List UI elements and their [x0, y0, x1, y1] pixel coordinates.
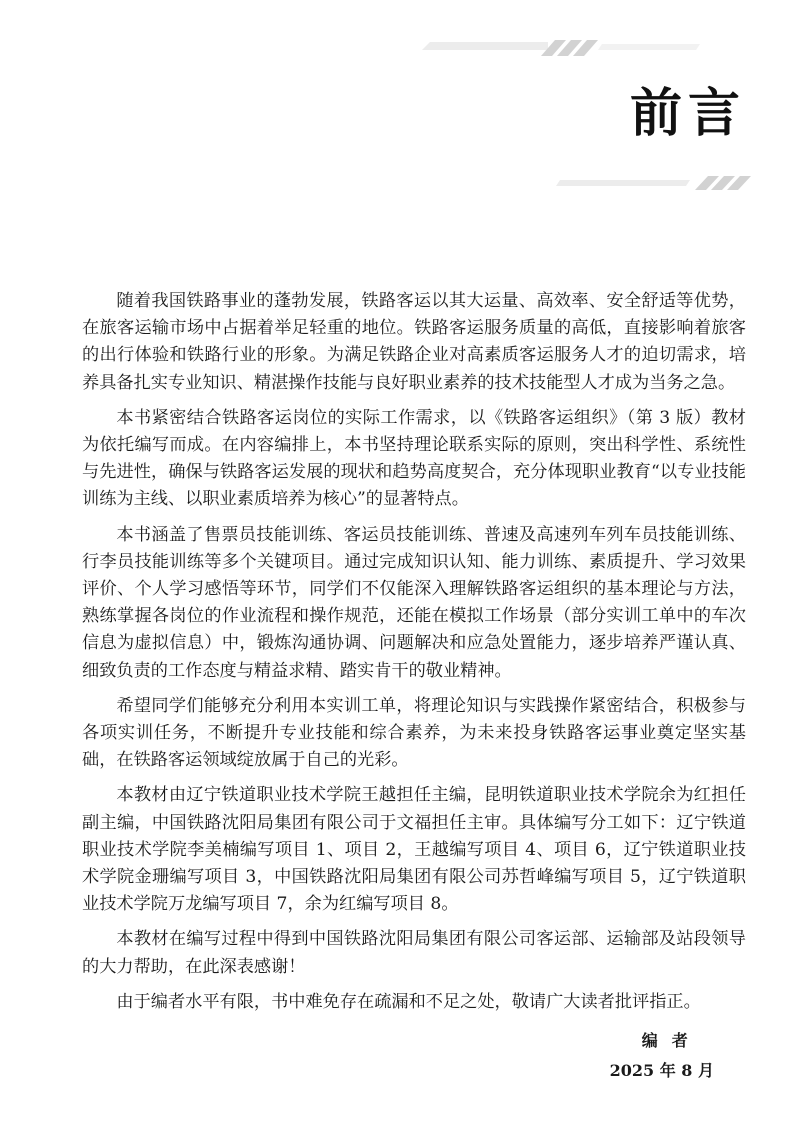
decor-stripe-top-tail: [598, 44, 700, 50]
decor-stripe-top-band: [422, 42, 548, 50]
paragraph: 本教材由辽宁铁道职业技术学院王越担任主编，昆明铁道职业技术学院余为红担任副主编，中国铁路沈阳局集团有限公司于文福担任主审。具体编写分工如下：辽宁铁道职业技术学院李美楠编写项目 1、项目 2，王越编写项目 4、项目 6，辽宁铁道职业技术学院金珊编写项目 3，中国铁路沈阳局集团有限公司苏哲峰编写项目 5，辽宁铁道职业技术学院万龙编写项目 7，余为红编写项目 8。: [82, 785, 746, 915]
signature-block: [610, 1026, 714, 1086]
decor-stripe-bottom-band: [556, 180, 690, 186]
paragraph: 由于编者水平有限，书中难免存在疏漏和不足之处，敬请广大读者批评指正。: [116, 991, 701, 1012]
signature-date: 2025 年 8 月: [609, 1061, 714, 1080]
paragraph: 本书涵盖了售票员技能训练、客运员技能训练、普速及高速列车列车员技能训练、行李员技能训练等多个关键项目。通过完成知识认知、能力训练、素质提升、学习效果评价、个人学习感悟等环节，同学们不仅能深入理解铁路客运组织的基本理论与方法，熟练掌握各岗位的作业流程和操作规范，还能在模拟工作场景（部分实训工单中的车次信息为虚拟信息）中，锻炼沟通协调、问题解决和应急处置能力，逐步培养严谨认真、细致负责的工作态度与精益求精、踏实肯干的敬业精神。: [82, 524, 746, 681]
paragraph: 希望同学们能够充分利用本实训工单，将理论知识与实践操作紧密结合，积极参与各项实训任务，不断提升专业技能和综合素养，为未来投身铁路客运事业奠定坚实基础，在铁路客运领域绽放属于自己的光彩。: [82, 695, 746, 771]
paragraph: 本书紧密结合铁路客运岗位的实际工作需求，以《铁路客运组织》（第 3 版）教材为依托编写而成。在内容编排上，本书坚持理论联系实际的原则，突出科学性、系统性与先进性，确保与铁路客运发展的现状和趋势高度契合，充分体现职业教育“以专业技能训练为主线、以职业素质培养为核心”的显著特点。: [82, 407, 746, 510]
paragraph: 随着我国铁路事业的蓬勃发展，铁路客运以其大运量、高效率、安全舒适等优势，在旅客运输市场中占据着举足轻重的地位。铁路客运服务质量的高低，直接影响着旅客的出行体验和铁路行业的形象。为满足铁路企业对高素质客运服务人才的迫切需求，培养具备扎实专业知识、精湛操作技能与良好职业素养的技术技能型人才成为当务之急。: [82, 291, 746, 393]
page-title: 前言: [629, 84, 746, 144]
paragraph: 本教材在编写过程中得到中国铁路沈阳局集团有限公司客运部、运输部及站段领导的大力帮助，在此深表感谢！: [82, 929, 746, 977]
signature-author: 编者: [641, 1031, 702, 1050]
preface-body: [82, 288, 746, 1024]
